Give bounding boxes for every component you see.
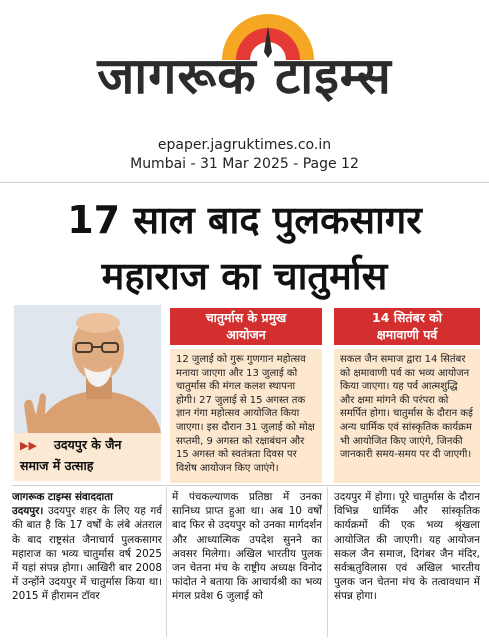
headline-line-2: महाराज का चातुर्मास [101, 254, 388, 298]
headline-line-1: 17 साल बाद पुलकसागर [67, 198, 422, 242]
article-text-1: उदयपुर शहर के लिए यह गर्व की बात है कि 17 वर्षों के लंबे अंतराल के बाद राष्ट्रसंत जैनाचार्य पुलकसागर महाराज का भव्य चातुर्मास वर्ष 2025 में यहां संपन्न होगा। आखिरी बार 2008 में उन्होंने उदयपुर में चातुर्मास किया था। 2015 में हीरामन टॉवर [12, 505, 162, 603]
newspaper-logo: जागरूक टाइम्स [97, 47, 392, 105]
article-column-1 [12, 490, 162, 638]
events-box-body: 12 जुलाई को गुरू गुणगान महोत्सव मनाया जाएगा और 13 जुलाई को चातुर्मास की मंगल कलश स्थापना होगी। 27 जुलाई से 15 अगस्त तक ज्ञान गंगा महोत्सव आयोजित किया जाएगा। इस दौरान 31 जुलाई को मोक्ष सप्तमी, 9 अगस्त को रक्षाबंधन और 15 अगस्त को स्वतंत्रता दिवस पर विशेष आयोजन किए जाएंगे। [170, 349, 322, 483]
events-box-title-line-1: चातुर्मास के प्रमुख [205, 310, 287, 325]
photo-caption [14, 433, 161, 481]
kshamavani-box-title [334, 308, 480, 345]
byline: जागरूक टाइम्स संवाददाता [12, 491, 113, 503]
headline [0, 192, 489, 304]
edition-date-page: Mumbai - 31 Mar 2025 - Page 12 [130, 156, 359, 172]
article-column-2: में पंचकल्याणक प्रतिष्ठा में उनका सानिध्य प्राप्त हुआ था। अब 10 वर्षों बाद फिर से उदयपुर को उनका मार्गदर्शन और आध्यात्मिक उपदेश सुनने का अवसर मिलेगा। अखिल भारतीय पुलक जन चेतना मंच के राष्ट्रीय अध्यक्ष विनोद फांदोत ने बताया कि आचार्यश्री का भव्य मंगल प्रवेश 6 जुलाई को [172, 491, 322, 603]
column-divider [166, 487, 167, 637]
portrait-illustration [14, 305, 161, 433]
dateline-city: उदयपुर। [12, 505, 44, 518]
kshamavani-box-body: सकल जैन समाज द्वारा 14 सितंबर को क्षमावाणी पर्व का भव्य आयोजन किया जाएगा। यह पर्व आत्मशुद्धि और क्षमा मांगने की परंपरा को समर्पित होगा। चातुर्मास के दौरान कई अन्य धार्मिक एवं सांस्कृतिक कार्यक्रम भी आयोजित किए जाएंगे, जिनकी जानकारी समय-समय पर दी जाएगी। [334, 349, 480, 483]
divider [12, 485, 480, 486]
photo-caption-line-1: उदयपुर के जैन [54, 437, 122, 452]
column-divider [327, 487, 328, 637]
article-column-3: उदयपुर में होगा। पूरे चातुर्मास के दौरान विभिन्न धार्मिक और सांस्कृतिक कार्यक्रमों की एक भव्य श्रृंखला आयोजित की जाएगी। यह आयोजन सकल जैन समाज, दिगंबर जैन मंदिर, सर्वऋतुविलास एवं अखिल भारतीय पुलक जन चेतना मंच के तत्वावधान में संपन्न होगा। [334, 491, 480, 603]
kshamavani-box-title-line-1: 14 सितंबर को [372, 310, 442, 325]
photo-caption-line-2: समाज में उत्साह [20, 458, 94, 473]
events-box-title [170, 308, 322, 345]
double-chevron-right-icon: ▶▶ [20, 439, 37, 452]
kshamavani-box-title-line-2: क्षमावाणी पर्व [376, 327, 438, 342]
edition-info [0, 136, 489, 174]
events-box-title-line-2: आयोजन [226, 327, 266, 342]
acharya-photo [14, 305, 161, 433]
divider [0, 182, 489, 183]
masthead [0, 0, 489, 118]
website-url[interactable]: epaper.jagruktimes.co.in [157, 137, 332, 153]
